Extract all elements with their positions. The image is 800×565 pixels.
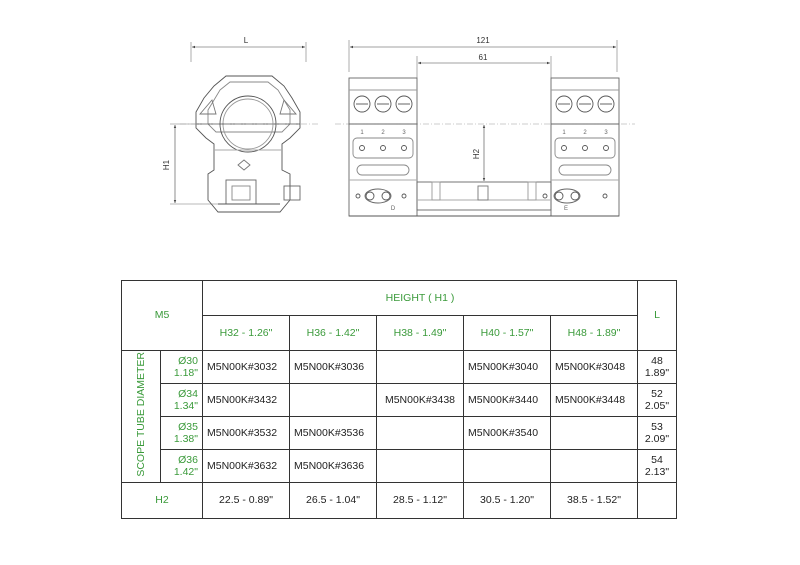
model-cell: M5N00K#3048 <box>551 351 638 384</box>
column-header: H48 - 1.89" <box>551 316 638 351</box>
model-cell: M5N00K#3532 <box>203 417 290 450</box>
length-cell <box>638 450 677 483</box>
column-header: H36 - 1.42" <box>290 316 377 351</box>
ring-letter-left: D <box>390 206 396 212</box>
length-header: L <box>638 281 677 351</box>
diameter-cell <box>161 351 203 384</box>
table-row <box>122 450 677 483</box>
screw-number: 1 <box>562 130 566 136</box>
diameter-mm: Ø35 <box>178 421 198 433</box>
dimension-h1-label: H1 <box>162 159 171 171</box>
model-cell: M5N00K#3540 <box>464 417 551 450</box>
table-row <box>122 351 677 384</box>
h2-cell: 28.5 - 1.12" <box>377 483 464 519</box>
side-label: SCOPE TUBE DIAMETER <box>134 352 147 477</box>
ring-letter-right: E <box>563 206 569 212</box>
diameter-mm: Ø34 <box>178 388 198 400</box>
h2-cell: 22.5 - 0.89" <box>203 483 290 519</box>
length-in: 2.13" <box>644 466 670 478</box>
screw-number: 3 <box>402 130 406 136</box>
model-cell <box>377 450 464 483</box>
length-mm: 53 <box>651 421 663 433</box>
screw-number: 2 <box>583 130 587 136</box>
length-mm: 54 <box>651 454 663 466</box>
dimension-121-label: 121 <box>476 36 490 45</box>
length-cell <box>638 417 677 450</box>
model-cell: M5N00K#3040 <box>464 351 551 384</box>
model-cell <box>551 417 638 450</box>
h2-row <box>122 483 677 519</box>
length-cell <box>638 351 677 384</box>
side-view <box>335 40 635 216</box>
length-in: 1.89" <box>644 367 670 379</box>
diameter-in: 1.34" <box>173 400 198 412</box>
h2-cell: 26.5 - 1.04" <box>290 483 377 519</box>
length-in: 2.09" <box>644 433 670 445</box>
diameter-in: 1.18" <box>173 367 198 379</box>
table-row <box>122 384 677 417</box>
model-cell <box>464 450 551 483</box>
dimension-h2-label: H2 <box>472 148 481 160</box>
length-cell <box>638 384 677 417</box>
spec-table <box>121 280 677 519</box>
model-cell: M5N00K#3536 <box>290 417 377 450</box>
diameter-cell <box>161 417 203 450</box>
model-cell: M5N00K#3636 <box>290 450 377 483</box>
diameter-mm: Ø36 <box>178 454 198 466</box>
front-view <box>170 42 318 212</box>
model-cell <box>377 417 464 450</box>
screw-number: 2 <box>381 130 385 136</box>
diameter-in: 1.38" <box>173 433 198 445</box>
h2-label: H2 <box>122 483 203 519</box>
h2-empty-cell <box>638 483 677 519</box>
diameter-cell <box>161 450 203 483</box>
side-label-cell <box>122 351 161 483</box>
model-label: M5 <box>122 281 203 351</box>
dimension-61-label: 61 <box>478 53 488 62</box>
h2-cell: 30.5 - 1.20" <box>464 483 551 519</box>
diameter-in: 1.42" <box>173 466 198 478</box>
length-mm: 52 <box>651 388 663 400</box>
model-cell: M5N00K#3432 <box>203 384 290 417</box>
screw-number: 3 <box>604 130 608 136</box>
model-cell: M5N00K#3438 <box>377 384 464 417</box>
dimension-l-label: L <box>243 36 249 45</box>
column-header: H32 - 1.26" <box>203 316 290 351</box>
model-cell <box>551 450 638 483</box>
h2-cell: 38.5 - 1.52" <box>551 483 638 519</box>
model-cell: M5N00K#3440 <box>464 384 551 417</box>
model-cell <box>290 384 377 417</box>
model-cell: M5N00K#3632 <box>203 450 290 483</box>
diameter-cell <box>161 384 203 417</box>
length-in: 2.05" <box>644 400 670 412</box>
table-row <box>122 417 677 450</box>
column-header: H40 - 1.57" <box>464 316 551 351</box>
column-header: H38 - 1.49" <box>377 316 464 351</box>
model-cell: M5N00K#3036 <box>290 351 377 384</box>
screw-number: 1 <box>360 130 364 136</box>
model-cell: M5N00K#3448 <box>551 384 638 417</box>
model-cell <box>377 351 464 384</box>
length-mm: 48 <box>651 355 663 367</box>
technical-drawing <box>0 0 800 270</box>
diameter-mm: Ø30 <box>178 355 198 367</box>
height-header: HEIGHT ( H1 ) <box>203 281 638 316</box>
model-cell: M5N00K#3032 <box>203 351 290 384</box>
